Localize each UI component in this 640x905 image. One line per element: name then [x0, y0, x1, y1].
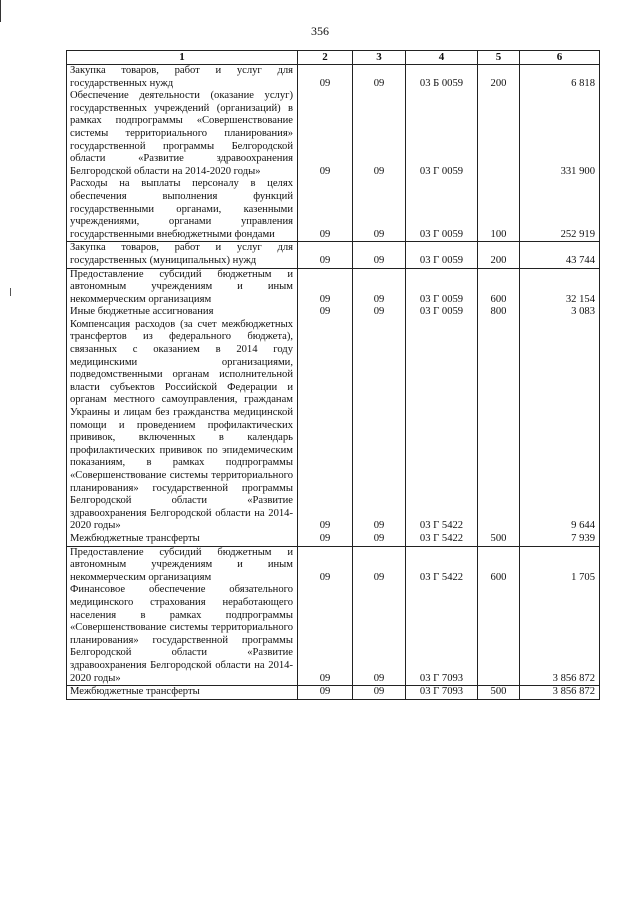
- table-row: [67, 546, 600, 584]
- row-subsection: 09: [353, 686, 406, 700]
- row-target-code: 03 Г 0059: [406, 268, 478, 306]
- column-header-2: 2: [298, 51, 353, 65]
- page-number: 356: [311, 24, 329, 38]
- row-name: Компенсация расходов (за счет межбюджетных трансфертов из федерального бюджета), связанных с оказанием в 2014 году медицинскими организациями, подведомственными органам исполнительной власти субъектов Российской Федерации и органам местного самоуправления, гражданам Украины и лицам без гражданства медицинской помощи и проведением профилактических прививок, включенных в календарь профилактических прививок по эпидемическим показаниям, в рамках подпрограммы «Совершенствование системы территориального планирования» государственной программы Белгородской области «Развитие здравоохранения Белгородской области на 2014-2020 годы»: [67, 319, 298, 533]
- row-subsection: 09: [353, 242, 406, 268]
- row-name: Иные бюджетные ассигнования: [67, 306, 298, 319]
- column-header-5: 5: [478, 51, 520, 65]
- row-target-code: 03 Г 5422: [406, 319, 478, 533]
- row-name: Расходы на выплаты персоналу в целях обеспечения выполнения функций государственными органами, казенными учреждениями, органами управления государственными внебюджетными фондами: [67, 178, 298, 241]
- row-expense-type: 600: [478, 268, 520, 306]
- table-row: [67, 533, 600, 546]
- row-target-code: 03 Г 0059: [406, 306, 478, 319]
- row-target-code: 03 Б 0059: [406, 65, 478, 91]
- scan-margin-mark: [10, 288, 11, 296]
- row-subsection: 09: [353, 533, 406, 546]
- column-header-1: 1: [67, 51, 298, 65]
- row-target-code: 03 Г 5422: [406, 546, 478, 584]
- table-row: [67, 178, 600, 241]
- table-row: [67, 242, 600, 268]
- row-subsection: 09: [353, 584, 406, 685]
- row-amount: 252 919: [520, 178, 600, 241]
- row-name: Закупка товаров, работ и услуг для государственных (муниципальных) нужд: [67, 242, 298, 268]
- row-expense-type: 500: [478, 533, 520, 546]
- row-amount: 43 744: [520, 242, 600, 268]
- row-section: 09: [298, 90, 353, 178]
- row-amount: 331 900: [520, 90, 600, 178]
- table-row: [67, 90, 600, 178]
- row-amount: 32 154: [520, 268, 600, 306]
- row-subsection: 09: [353, 90, 406, 178]
- budget-table: [66, 50, 600, 700]
- row-amount: 3 083: [520, 306, 600, 319]
- row-section: 09: [298, 65, 353, 91]
- row-section: 09: [298, 546, 353, 584]
- row-amount: 1 705: [520, 546, 600, 584]
- row-section: 09: [298, 584, 353, 685]
- table-row: [67, 319, 600, 533]
- row-amount: 9 644: [520, 319, 600, 533]
- row-expense-type: 200: [478, 65, 520, 91]
- row-section: 09: [298, 268, 353, 306]
- row-section: 09: [298, 319, 353, 533]
- row-subsection: 09: [353, 178, 406, 241]
- row-amount: 7 939: [520, 533, 600, 546]
- row-subsection: 09: [353, 65, 406, 91]
- row-expense-type: [478, 319, 520, 533]
- row-subsection: 09: [353, 546, 406, 584]
- row-target-code: 03 Г 7093: [406, 686, 478, 700]
- row-target-code: 03 Г 5422: [406, 533, 478, 546]
- table-row: [67, 65, 600, 91]
- table-row: [67, 584, 600, 685]
- row-expense-type: 200: [478, 242, 520, 268]
- row-amount: 6 818: [520, 65, 600, 91]
- table-row: [67, 268, 600, 306]
- row-target-code: 03 Г 0059: [406, 178, 478, 241]
- row-name: Предоставление субсидий бюджетным и автономным учреждениям и иным некоммерческим организациям: [67, 268, 298, 306]
- row-section: 09: [298, 533, 353, 546]
- row-section: 09: [298, 686, 353, 700]
- header-row: [67, 51, 600, 65]
- row-name: Предоставление субсидий бюджетным и автономным учреждениям и иным некоммерческим организациям: [67, 546, 298, 584]
- row-section: 09: [298, 242, 353, 268]
- row-name: Межбюджетные трансферты: [67, 533, 298, 546]
- row-expense-type: 100: [478, 178, 520, 241]
- row-subsection: 09: [353, 319, 406, 533]
- row-subsection: 09: [353, 306, 406, 319]
- table-row: [67, 686, 600, 700]
- row-section: 09: [298, 178, 353, 241]
- row-target-code: 03 Г 7093: [406, 584, 478, 685]
- row-expense-type: 500: [478, 686, 520, 700]
- row-section: 09: [298, 306, 353, 319]
- row-amount: 3 856 872: [520, 584, 600, 685]
- row-subsection: 09: [353, 268, 406, 306]
- row-expense-type: [478, 90, 520, 178]
- row-expense-type: 800: [478, 306, 520, 319]
- row-expense-type: 600: [478, 546, 520, 584]
- column-header-6: 6: [520, 51, 600, 65]
- row-expense-type: [478, 584, 520, 685]
- scan-edge-line: [0, 0, 1, 22]
- row-amount: 3 856 872: [520, 686, 600, 700]
- row-target-code: 03 Г 0059: [406, 90, 478, 178]
- row-name: Закупка товаров, работ и услуг для государственных нужд: [67, 65, 298, 91]
- row-name: Финансовое обеспечение обязательного медицинского страхования неработающего населения в рамках подпрограммы «Совершенствование системы территориального планирования» государственной программы Белгородской области «Развитие здравоохранения Белгородской области на 2014-2020 годы»: [67, 584, 298, 685]
- row-target-code: 03 Г 0059: [406, 242, 478, 268]
- row-name: Межбюджетные трансферты: [67, 686, 298, 700]
- column-header-4: 4: [406, 51, 478, 65]
- table-row: [67, 306, 600, 319]
- row-name: Обеспечение деятельности (оказание услуг) государственных учреждений (организаций) в рамках подпрограммы «Совершенствование системы территориального планирования» государственной программы Белгородской области «Развитие здравоохранения Белгородской области на 2014-2020 годы»: [67, 90, 298, 178]
- column-header-3: 3: [353, 51, 406, 65]
